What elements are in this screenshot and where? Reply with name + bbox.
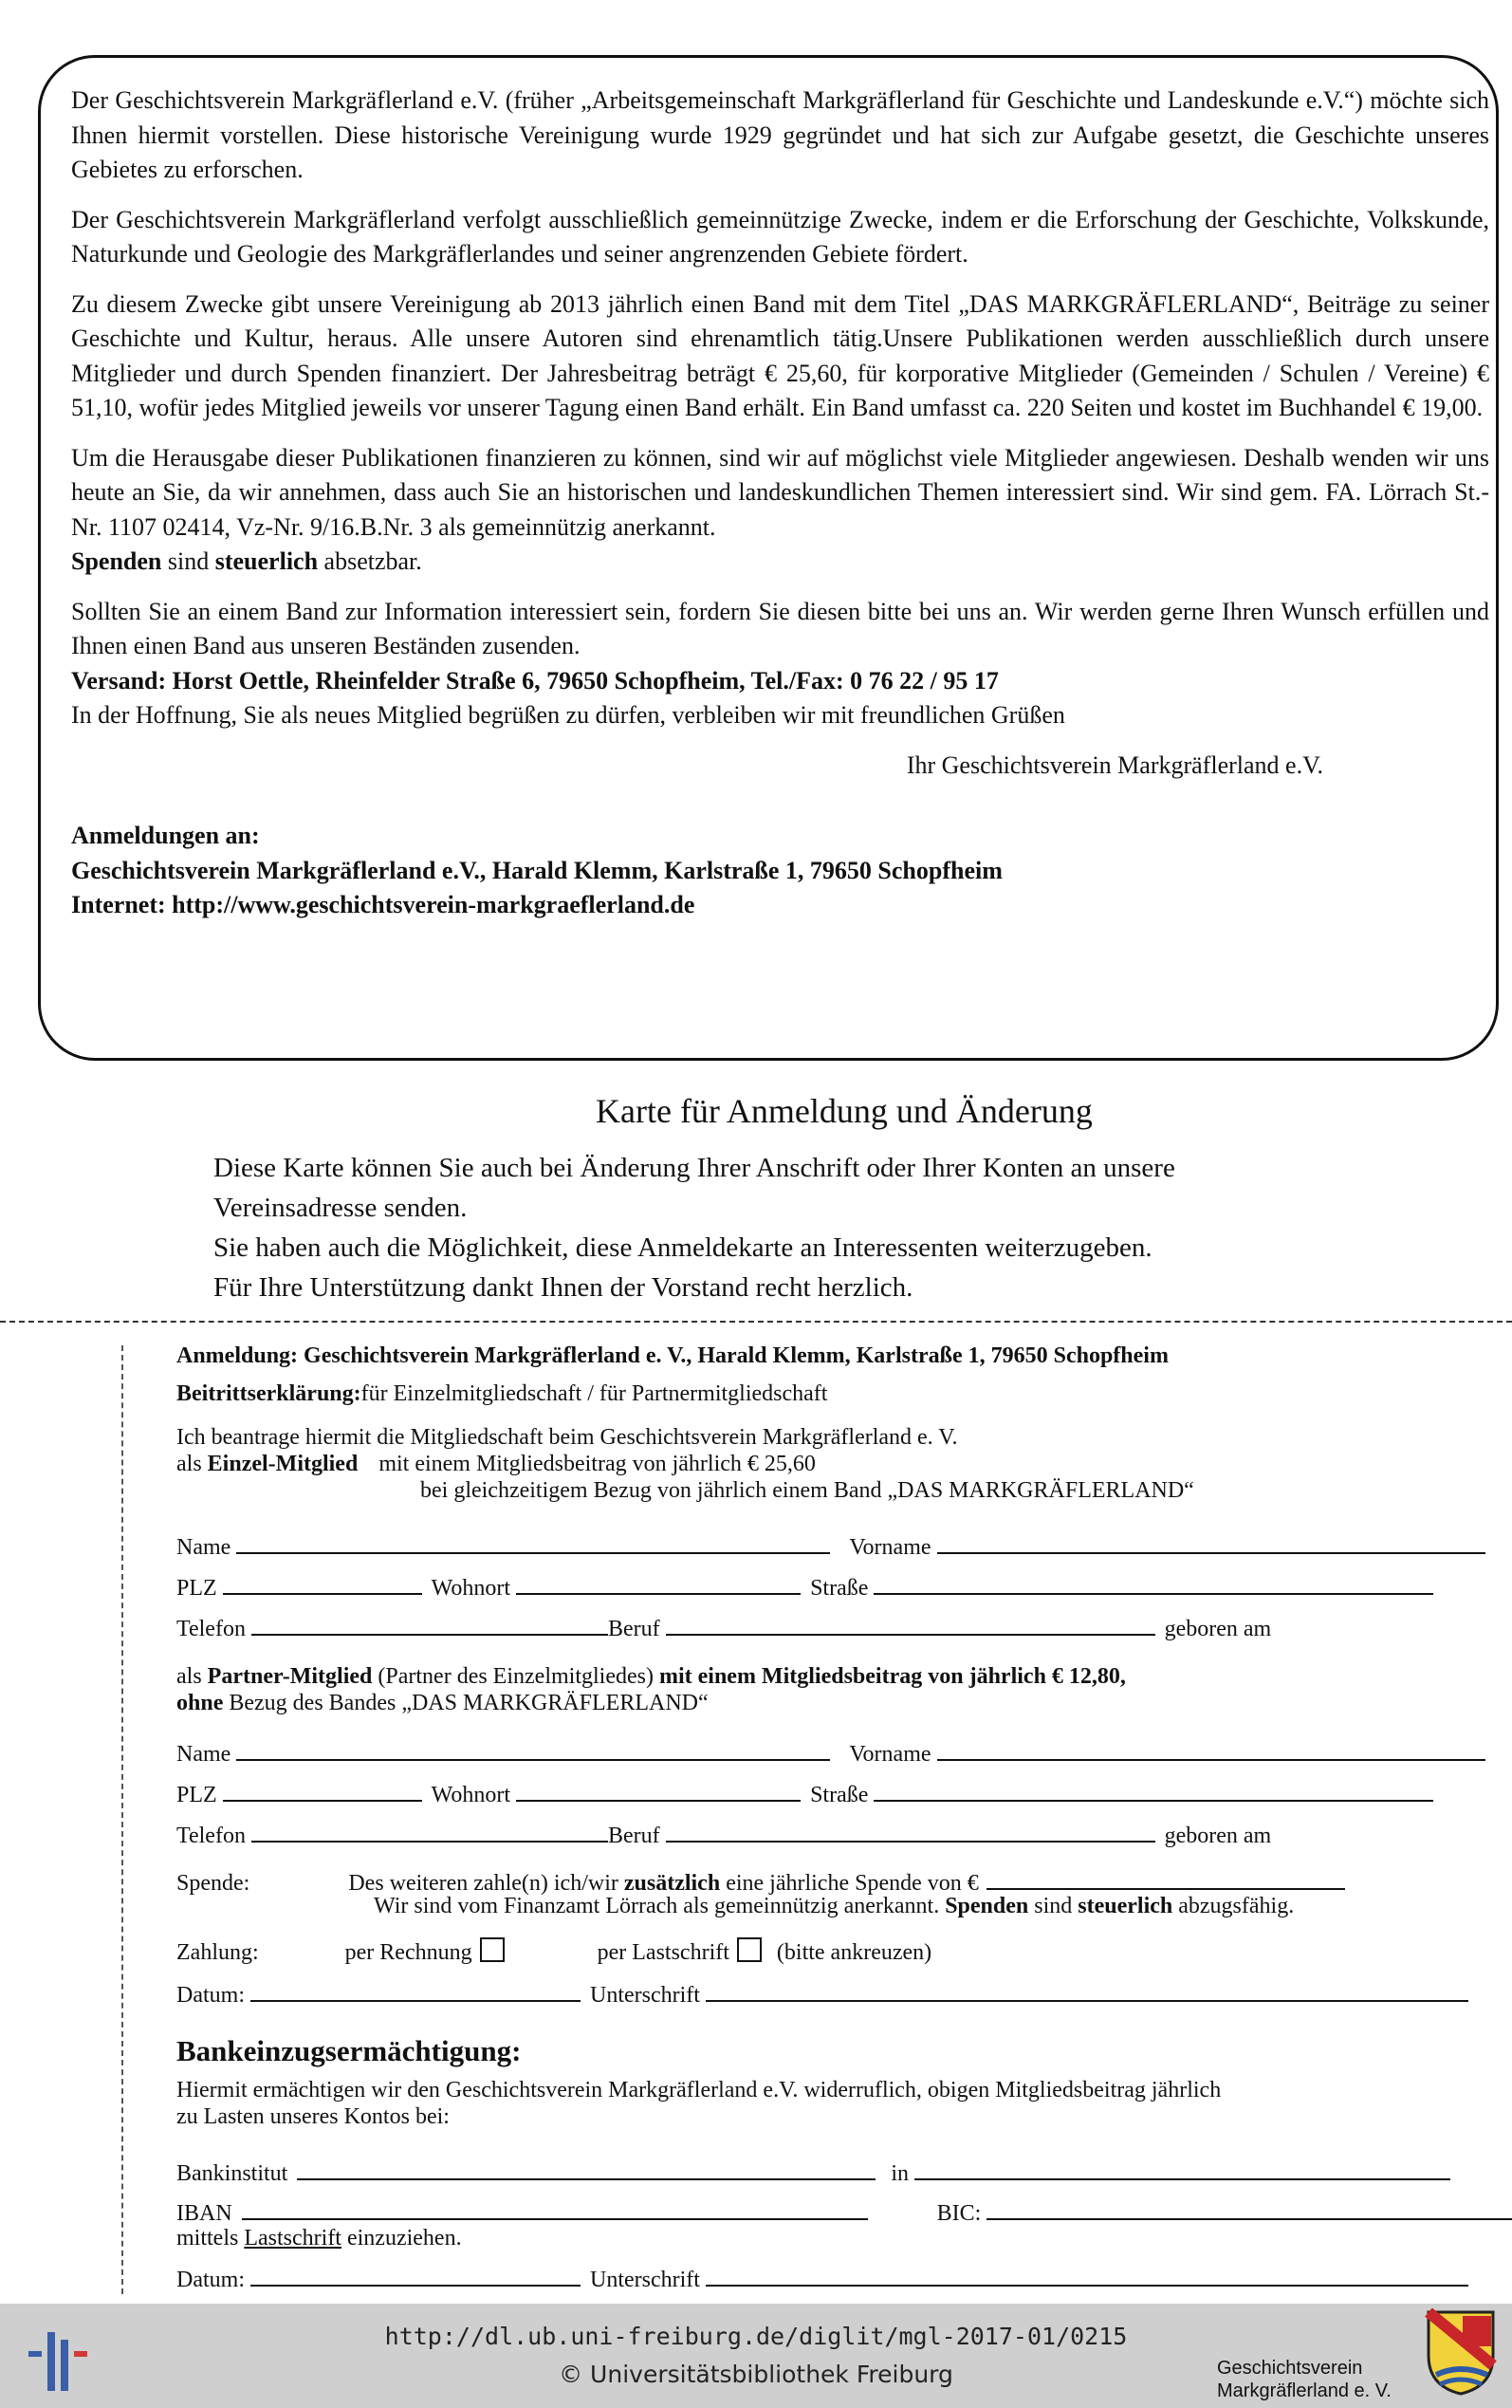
beitritt-row bbox=[176, 1381, 827, 1407]
als-text: als bbox=[176, 1452, 208, 1476]
card-line-4: Für Ihre Unterstützung dankt Ihnen der Vorstand recht herzlich. bbox=[213, 1272, 913, 1303]
datum-row-2 bbox=[176, 2264, 1468, 2293]
beruf-field[interactable] bbox=[666, 1613, 1155, 1636]
datum-label: Datum: bbox=[176, 1983, 245, 2008]
vorname-field[interactable] bbox=[937, 1531, 1485, 1554]
name-label: Name bbox=[176, 1535, 231, 1560]
registration-address: Geschichtsverein Markgräflerland e.V., Harald Klemm, Karlstraße 1, 79650 Schopfheim bbox=[71, 856, 1003, 884]
name-row-2 bbox=[176, 1738, 1485, 1768]
fa-spenden-bold: Spenden bbox=[945, 1894, 1029, 1918]
fa-end: abzugsfähig. bbox=[1172, 1894, 1295, 1918]
intro-text bbox=[71, 83, 1489, 923]
geboren-label: geboren am bbox=[1164, 1617, 1272, 1641]
hope-line: In der Hoffnung, Sie als neues Mitglied begrüßen zu dürfen, verbleiben wir mit freundlichen Grüßen bbox=[71, 701, 1065, 729]
vorname-label: Vorname bbox=[849, 1742, 931, 1767]
bank-text-2: zu Lasten unseres Kontos bei: bbox=[176, 2104, 450, 2129]
partner-label: Partner-Mitglied bbox=[207, 1664, 373, 1689]
partner-fee: mit einem Mitgliedsbeitrag von jährlich € 12,80, bbox=[658, 1664, 1126, 1689]
iban-field[interactable] bbox=[242, 2197, 868, 2220]
apply-row: Ich beantrage hiermit die Mitgliedschaft beim Geschichtsverein Markgräflerland e. V. bbox=[176, 1425, 958, 1450]
bankinstitut-field[interactable] bbox=[297, 2158, 876, 2180]
phone-row-1 bbox=[176, 1613, 1271, 1642]
intro-paragraph-4 bbox=[71, 441, 1489, 580]
mittels-text: mittels bbox=[176, 2226, 245, 2251]
iban-row bbox=[176, 2197, 1512, 2227]
telefon-field[interactable] bbox=[251, 1820, 608, 1843]
intro-paragraph-1: Der Geschichtsverein Markgräflerland e.V. (früher „Arbeitsgemeinschaft Markgräflerland für Geschichte und Landeskunde e.V.“) möchte sich Ihnen hiermit vorstellen. Diese historische Vereinigung wurde 1929 gegründet und hat sich zur Aufgabe gesetzt, die Geschichte unseres Gebietes zu erforschen. bbox=[71, 86, 1489, 183]
vorname-label: Vorname bbox=[849, 1535, 931, 1560]
wohnort-field[interactable] bbox=[516, 1779, 801, 1802]
card-title: Karte für Anmeldung und Änderung bbox=[596, 1092, 1093, 1130]
name-field[interactable] bbox=[236, 1531, 830, 1554]
spende-amount-field[interactable] bbox=[986, 1867, 1345, 1890]
phone-row-2 bbox=[176, 1820, 1271, 1849]
datum-field[interactable] bbox=[250, 1979, 581, 2002]
bank-heading: Bankeinzugsermächtigung: bbox=[176, 2034, 522, 2067]
intro-paragraph-5: Sollten Sie an einem Band zur Information interessiert sein, fordern Sie diesen bitte bei uns an. Wir werden gerne Ihren Wunsch erfüllen und Ihnen einen Band aus unseren Beständen zusenden. bbox=[71, 597, 1489, 659]
lastschrift-label: per Lastschrift bbox=[597, 1940, 729, 1965]
coat-of-arms-icon bbox=[1425, 2308, 1497, 2396]
cut-line bbox=[0, 1321, 1512, 1323]
footer-copyright: © Universitätsbibliothek Freiburg bbox=[559, 2361, 953, 2388]
card-line-2: Vereinsadresse senden. bbox=[213, 1193, 468, 1223]
strasse-field[interactable] bbox=[874, 1779, 1433, 1802]
spende-text-2: eine jährliche Spende von € bbox=[720, 1871, 979, 1896]
einzel-row bbox=[176, 1452, 816, 1477]
datum-label: Datum: bbox=[176, 2268, 245, 2292]
unterschrift-field[interactable] bbox=[706, 1979, 1468, 2002]
name-label: Name bbox=[176, 1742, 231, 1767]
name-row-1 bbox=[176, 1531, 1485, 1561]
beitritt-text: für Einzelmitgliedschaft / für Partnermitgliedschaft bbox=[360, 1381, 828, 1406]
einzel-fee: mit einem Mitgliedsbeitrag von jährlich € 25,60 bbox=[378, 1452, 816, 1476]
vertical-cut-line bbox=[121, 1345, 123, 2294]
strasse-label: Straße bbox=[810, 1783, 869, 1807]
unterschrift-label: Unterschrift bbox=[590, 1983, 700, 2008]
telefon-label: Telefon bbox=[176, 1824, 246, 1848]
lastschrift-underlined: Lastschrift bbox=[244, 2226, 341, 2251]
ankreuzen-text: (bitte ankreuzen) bbox=[776, 1940, 932, 1965]
absetzbar-text: absetzbar. bbox=[318, 547, 422, 575]
card-line-1: Diese Karte können Sie auch bei Änderung Ihrer Anschrift oder Ihrer Konten an unsere bbox=[213, 1153, 1175, 1183]
spende-label: Spende: bbox=[176, 1871, 250, 1896]
bankinstitut-row bbox=[176, 2158, 1450, 2187]
wohnort-field[interactable] bbox=[516, 1572, 801, 1595]
bic-field[interactable] bbox=[986, 2197, 1512, 2220]
fa-sind: sind bbox=[1028, 1894, 1079, 1918]
rechnung-label: per Rechnung bbox=[344, 1940, 472, 1965]
datum-field[interactable] bbox=[250, 2264, 581, 2287]
ohne-row bbox=[176, 1691, 709, 1716]
geboren-label: geboren am bbox=[1164, 1824, 1272, 1848]
steuerlich-bold: steuerlich bbox=[214, 547, 319, 575]
einzel-band: bei gleichzeitigem Bezug von jährlich einem Band „DAS MARKGRÄFLERLAND“ bbox=[420, 1478, 1194, 1503]
beruf-label: Beruf bbox=[607, 1617, 660, 1641]
ohne-label: ohne bbox=[176, 1691, 224, 1715]
plz-field[interactable] bbox=[223, 1572, 422, 1595]
in-field[interactable] bbox=[914, 2158, 1450, 2180]
name-field[interactable] bbox=[236, 1738, 830, 1761]
wohnort-label: Wohnort bbox=[431, 1576, 511, 1601]
footer-org-line-1: Geschichtsverein bbox=[1217, 2358, 1363, 2379]
vorname-field[interactable] bbox=[937, 1738, 1485, 1761]
footer-url[interactable]: http://dl.ub.uni-freiburg.de/diglit/mgl-2017-01/0215 bbox=[384, 2323, 1128, 2350]
card-line-3: Sie haben auch die Möglichkeit, diese Anmeldekarte an Interessenten weiterzugeben. bbox=[213, 1232, 1152, 1263]
beitritt-label: Beitrittserklärung: bbox=[176, 1381, 361, 1406]
in-label: in bbox=[891, 2161, 910, 2186]
unterschrift-field[interactable] bbox=[706, 2264, 1468, 2287]
beruf-label: Beruf bbox=[607, 1824, 660, 1848]
library-logo-icon bbox=[19, 2315, 95, 2400]
mittels-row bbox=[176, 2226, 462, 2251]
spende-text: Des weiteren zahle(n) ich/wir bbox=[348, 1871, 624, 1896]
card-text bbox=[213, 1148, 1437, 1307]
plz-label: PLZ bbox=[176, 1783, 217, 1807]
form-header: Anmeldung: Geschichtsverein Markgräflerland e. V., Harald Klemm, Karlstraße 1, 79650 Schopfheim bbox=[176, 1343, 1169, 1368]
plz-label: PLZ bbox=[176, 1576, 217, 1601]
registration-label: Anmeldungen an: bbox=[71, 822, 260, 849]
strasse-label: Straße bbox=[810, 1576, 869, 1601]
sind-text: sind bbox=[161, 547, 215, 575]
internet-line: Internet: http://www.geschichtsverein-markgraeflerland.de bbox=[71, 891, 695, 918]
plz-field[interactable] bbox=[223, 1779, 422, 1802]
ohne-text: Bezug des Bandes „DAS MARKGRÄFLERLAND“ bbox=[223, 1691, 709, 1715]
address-row-1 bbox=[176, 1572, 1433, 1602]
intro-paragraph-4-text: Um die Herausgabe dieser Publikationen finanzieren zu können, sind wir auf möglichst viele Mitglieder angewiesen. Deshalb wenden wir uns heute an Sie, da wir annehmen, dass auch Sie an historischen und landeskundlichen Themen interessiert sind. Wir sind gem. FA. Lörrach St.-Nr. 1107 02414, Vz-Nr. 9/16.B.Nr. 3 als gemeinnützig anerkannt. bbox=[71, 443, 1489, 541]
zahlung-row bbox=[176, 1937, 931, 1966]
zahlung-label: Zahlung: bbox=[176, 1940, 259, 1965]
lastschrift-checkbox[interactable] bbox=[737, 1937, 762, 1962]
beruf-field[interactable] bbox=[666, 1820, 1155, 1843]
bic-label: BIC: bbox=[936, 2201, 982, 2226]
footer-org bbox=[1217, 2357, 1392, 2402]
finanzamt-row bbox=[374, 1894, 1294, 1919]
spende-row bbox=[176, 1867, 1345, 1897]
address-row-2 bbox=[176, 1779, 1433, 1808]
einzel-label: Einzel-Mitglied bbox=[207, 1452, 359, 1476]
strasse-field[interactable] bbox=[874, 1572, 1433, 1595]
footer-org-line-2: Markgräflerland e. V. bbox=[1217, 2380, 1392, 2401]
bank-text-1: Hiermit ermächtigen wir den Geschichtsverein Markgräflerland e.V. widerruflich, obigen Mitgliedsbeitrag jährlich bbox=[176, 2078, 1222, 2102]
zusaetzlich-bold: zusätzlich bbox=[623, 1871, 721, 1896]
rechnung-checkbox[interactable] bbox=[480, 1937, 505, 1962]
bankinstitut-label: Bankinstitut bbox=[176, 2161, 288, 2186]
intro-paragraph-3: Zu diesem Zwecke gibt unsere Vereinigung ab 2013 jährlich einen Band mit dem Titel „DAS MARKGRÄFLERLAND“, Beiträge zu seiner Geschichte und Kultur, heraus. Alle unsere Autoren sind ehrenamtlich tätig.Unsere Publikationen werden ausschließlich durch unsere Mitglieder und durch Spenden finanziert. Der Jahresbeitrag beträgt € 25,60, für korporative Mitglieder (Gemeinden / Schulen / Vereine) € 51,10, wofür jedes Mitglied jeweils vor unserer Tagung einen Band erhält. Ein Band umfasst ca. 220 Seiten und kostet im Buchhandel € 19,00. bbox=[71, 289, 1489, 421]
footer-bar bbox=[0, 2304, 1512, 2408]
signature-line: Ihr Geschichtsverein Markgräflerland e.V. bbox=[906, 750, 1323, 779]
spenden-bold: Spenden bbox=[71, 547, 162, 575]
intro-paragraph-2: Der Geschichtsverein Markgräflerland verfolgt ausschließlich gemeinnützige Zwecke, indem er die Erforschung der Geschichte, Volkskunde, Naturkunde und Geologie des Markgräflerlandes und seiner angrenzenden Gebiete fördert. bbox=[71, 205, 1489, 268]
fa-steuerlich-bold: steuerlich bbox=[1078, 1894, 1173, 1918]
versand-line: Versand: Horst Oettle, Rheinfelder Straße 6, 79650 Schopfheim, Tel./Fax: 0 76 22 / 95 17 bbox=[71, 666, 999, 695]
iban-label: IBAN bbox=[176, 2201, 232, 2226]
partner-als: als bbox=[176, 1664, 208, 1689]
partner-row bbox=[176, 1664, 1126, 1690]
telefon-label: Telefon bbox=[176, 1617, 246, 1641]
fa-text: Wir sind vom Finanzamt Lörrach als gemeinnützig anerkannt. bbox=[374, 1894, 946, 1918]
datum-row-1 bbox=[176, 1979, 1468, 2009]
unterschrift-label: Unterschrift bbox=[590, 2268, 700, 2292]
partner-paren: (Partner des Einzelmitgliedes) bbox=[372, 1664, 659, 1689]
telefon-field[interactable] bbox=[251, 1613, 608, 1636]
wohnort-label: Wohnort bbox=[431, 1783, 511, 1807]
einziehen-text: einzuziehen. bbox=[341, 2226, 462, 2251]
